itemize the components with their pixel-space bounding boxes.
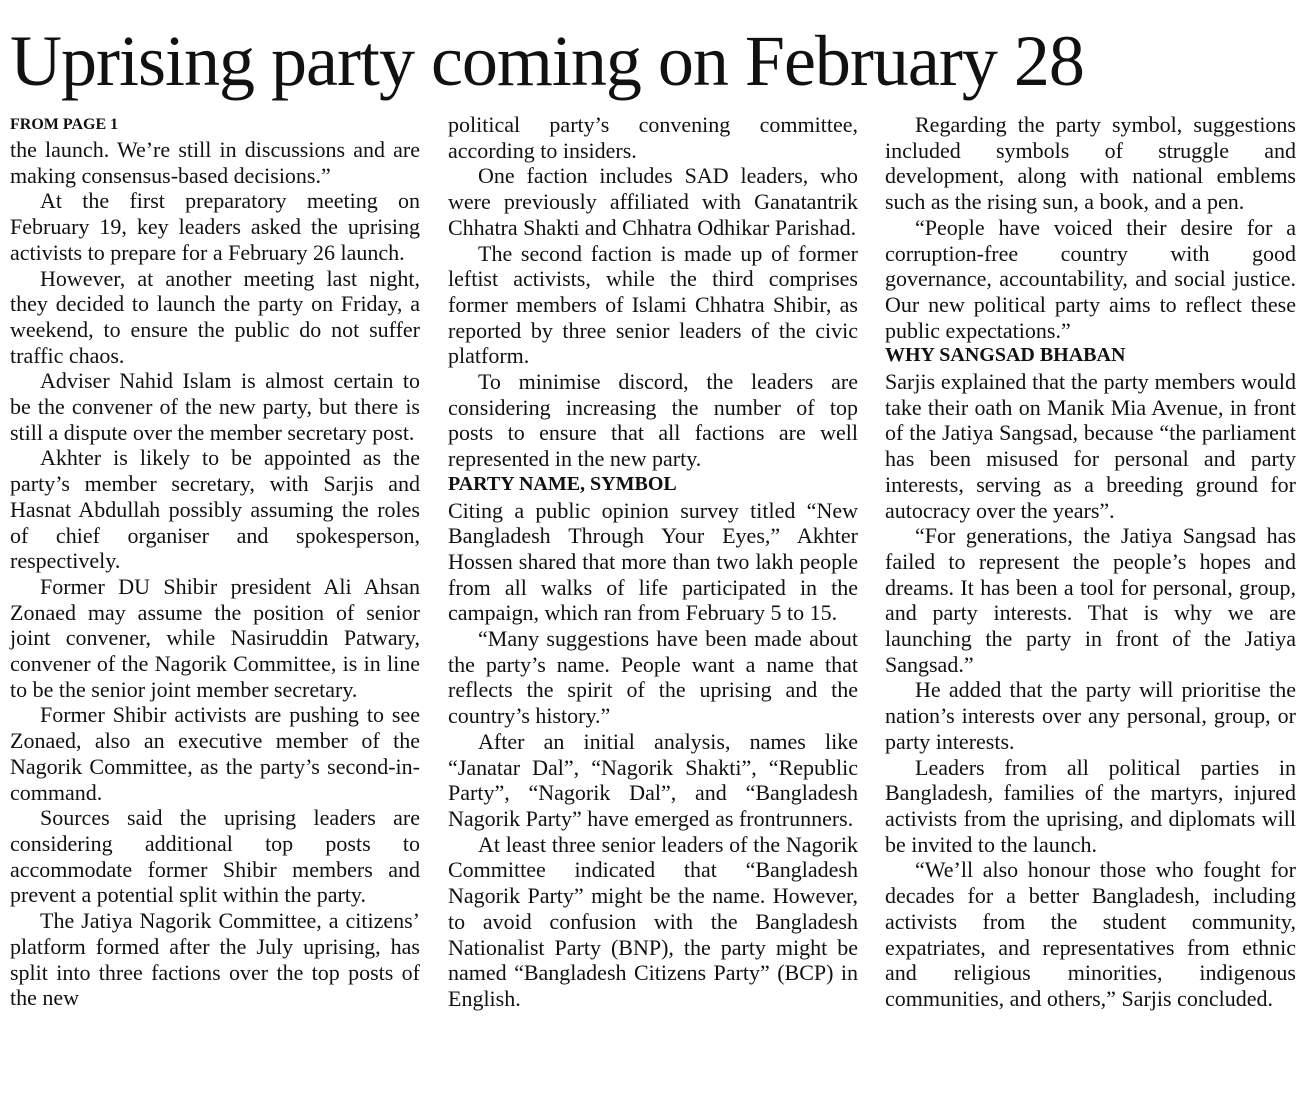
paragraph: political party’s convening committee, according to insiders.: [448, 112, 858, 163]
paragraph: After an initial analysis, names like “Janatar Dal”, “Nagorik Shakti”, “Republic Party”, “Nagorik Dal”, and “Bangladesh Nagorik Party” have emerged as frontrunners.: [448, 728, 858, 831]
section-subhead: WHY SANGSAD BHABAN: [885, 344, 1126, 367]
headline: Uprising party coming on February 28: [10, 21, 1084, 101]
paragraph: The Jatiya Nagorik Committee, a citizens’ platform formed after the July uprising, has split into three factions over the top posts of the new: [10, 908, 420, 1011]
paragraph: The second faction is made up of former leftist activists, while the third comprises former members of Islami Chhatra Shibir, as reported by three senior leaders of the civic platform.: [448, 240, 858, 369]
paragraph: At least three senior leaders of the Nagorik Committee indicated that “Bangladesh Nagorik Party” might be the name. However, to avoid confusion with the Bangladesh Nationalist Party (BNP), the party might be named “Bangladesh Citizens Party” (BCP) in English.: [448, 831, 858, 1011]
paragraph: “We’ll also honour those who fought for decades for a better Bangladesh, including activists from the student community, expatriates, and representatives from ethnic and religious minorities, indigenous communities, and others,” Sarjis concluded.: [885, 857, 1296, 1011]
paragraph: “Many suggestions have been made about the party’s name. People want a name that reflects the spirit of the uprising and the country’s history.”: [448, 626, 858, 729]
paragraph: Former Shibir activists are pushing to see Zonaed, also an executive member of the Nagorik Committee, as the party’s second-in-command.: [10, 702, 420, 805]
paragraph: He added that the party will prioritise the nation’s interests over any personal, group, or party interests.: [885, 677, 1296, 754]
paragraph: However, at another meeting last night, they decided to launch the party on Friday, a weekend, to ensure the public do not suffer traffic chaos.: [10, 265, 420, 368]
paragraph: At the first preparatory meeting on February 19, key leaders asked the uprising activists to prepare for a February 26 launch.: [10, 188, 420, 265]
section-subhead: PARTY NAME, SYMBOL: [448, 472, 677, 495]
paragraph: To minimise discord, the leaders are considering increasing the number of top posts to ensure that all factions are well represented in the new party.: [448, 369, 858, 472]
paragraph: Citing a public opinion survey titled “New Bangladesh Through Your Eyes,” Akhter Hossen shared that more than two lakh people from all walks of life participated in the campaign, which ran from February 5 to 15.: [448, 497, 858, 626]
paragraph: Leaders from all political parties in Bangladesh, families of the martyrs, injured activists from the uprising, and diplomats will be invited to the launch.: [885, 754, 1296, 857]
paragraph: “People have voiced their desire for a corruption-free country with good governance, accountability, and social justice. Our new political party aims to reflect these public expectations.”: [885, 214, 1296, 343]
paragraph: Regarding the party symbol, suggestions included symbols of struggle and development, along with national emblems such as the rising sun, a book, and a pen.: [885, 112, 1296, 215]
article-column-2: [448, 112, 858, 1012]
continuation-kicker: FROM PAGE 1: [10, 116, 119, 133]
paragraph: the launch. We’re still in discussions and are making consensus-based decisions.”: [10, 137, 420, 188]
article-column-1: [10, 112, 420, 1011]
paragraph: Former DU Shibir president Ali Ahsan Zonaed may assume the position of senior joint convener, while Nasiruddin Patwary, convener of the Nagorik Committee, is in line to be the senior joint member secretary.: [10, 573, 420, 702]
paragraph: One faction includes SAD leaders, who were previously affiliated with Ganatantrik Chhatra Shakti and Chhatra Odhikar Parishad.: [448, 163, 858, 240]
paragraph: Sources said the uprising leaders are considering additional top posts to accommodate former Shibir members and prevent a potential split within the party.: [10, 805, 420, 908]
paragraph: Akhter is likely to be appointed as the party’s member secretary, with Sarjis and Hasnat Abdullah possibly assuming the roles of chief organiser and spokesperson, respectively.: [10, 445, 420, 574]
article-column-3: [885, 112, 1296, 1012]
paragraph: Sarjis explained that the party members would take their oath on Manik Mia Avenue, in front of the Jatiya Sangsad, because “the parliament has been misused for personal and party interests, serving as a breeding ground for autocracy over the years”.: [885, 369, 1296, 523]
paragraph: Adviser Nahid Islam is almost certain to be the convener of the new party, but there is still a dispute over the member secretary post.: [10, 368, 420, 445]
paragraph: “For generations, the Jatiya Sangsad has failed to represent the people’s hopes and dreams. It has been a tool for personal, group, and party interests. That is why we are launching the party in front of the Jatiya Sangsad.”: [885, 523, 1296, 677]
